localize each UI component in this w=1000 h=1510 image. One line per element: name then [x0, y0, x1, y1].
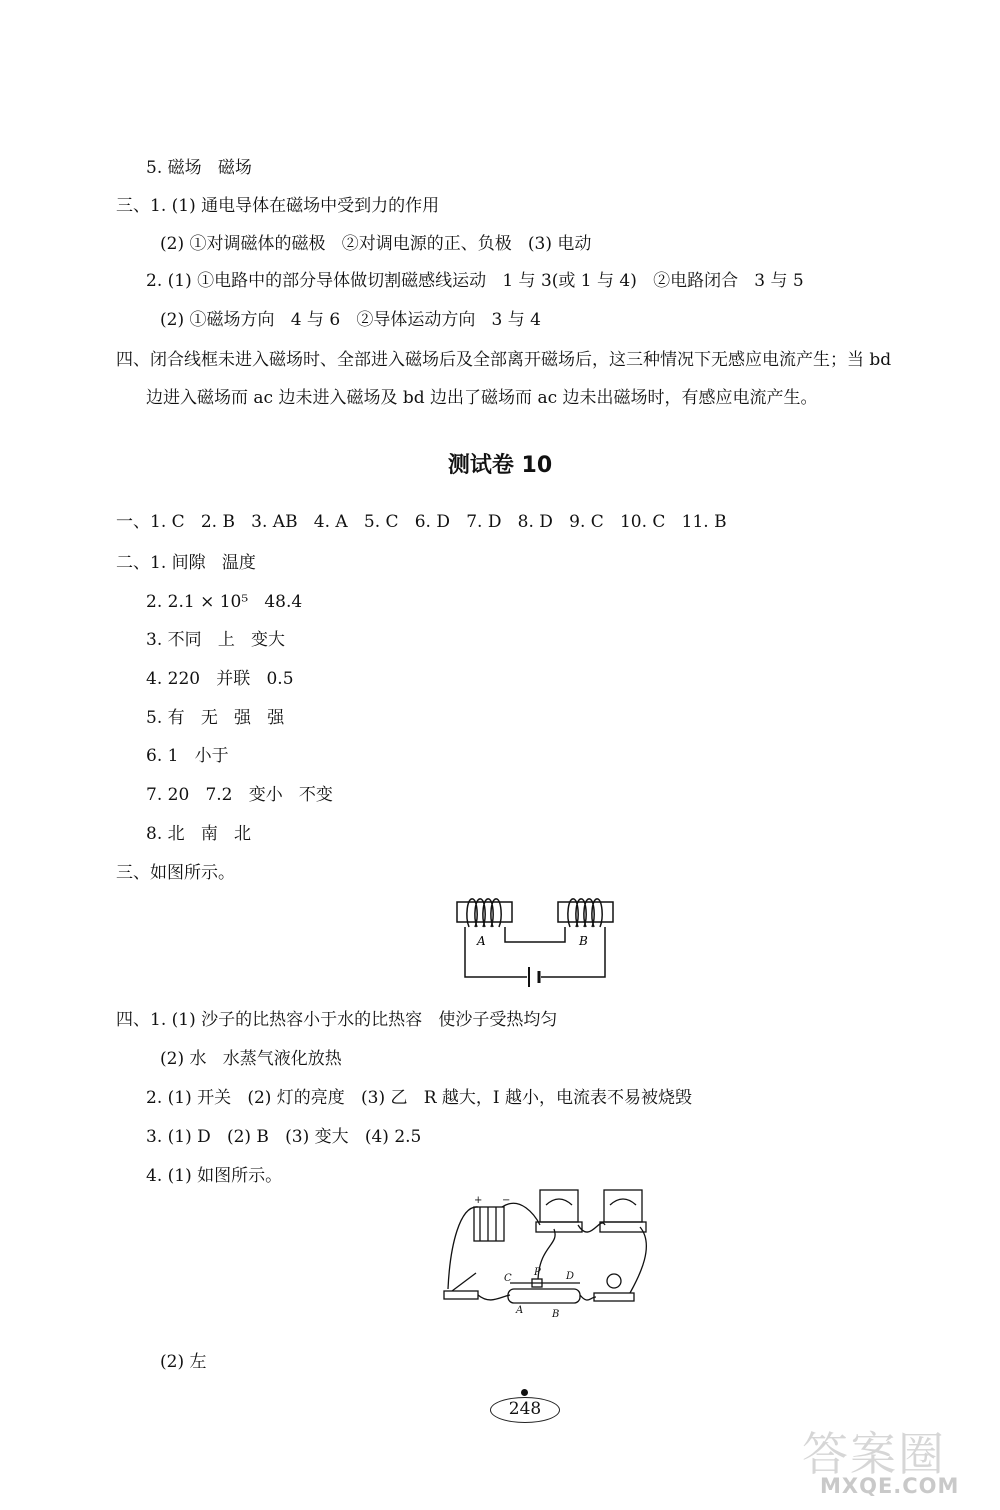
answer-line: 三、1. (1) 通电导体在磁场中受到力的作用 — [116, 196, 440, 216]
answer-line: 四、1. (1) 沙子的比热容小于水的比热容 使沙子受热均匀 — [116, 1010, 558, 1030]
watermark-text: MXQE.COM — [820, 1474, 960, 1498]
answer-line: (2) ①磁场方向 4 与 6 ②导体运动方向 3 与 4 — [160, 310, 541, 330]
figure-label-p: P — [534, 1267, 541, 1278]
figure-label-b: B — [579, 934, 588, 948]
answer-line: 3. 不同 上 变大 — [146, 630, 286, 650]
figure-label-a: A — [477, 934, 486, 948]
figure-label-minus: − — [502, 1195, 511, 1206]
page-number-dot — [521, 1389, 528, 1396]
answer-line: 4. 220 并联 0.5 — [146, 669, 294, 689]
watermark — [802, 1418, 992, 1502]
answer-line: 三、如图所示。 — [116, 863, 235, 883]
section-title: 测试卷 10 — [447, 453, 553, 478]
answer-line: 2. 2.1 × 10⁵ 48.4 — [146, 592, 303, 612]
figure-label-d: D — [566, 1271, 575, 1282]
figure-label-plus: + — [474, 1195, 483, 1206]
answer-line: 7. 20 7.2 变小 不变 — [146, 785, 333, 805]
answer-line: 边进入磁场而 ac 边未进入磁场及 bd 边出了磁场而 ac 边未出磁场时，有感应电流产生。 — [146, 388, 818, 408]
answer-line: 二、1. 间隙 温度 — [116, 553, 256, 573]
electromagnet-circuit-figure — [455, 897, 655, 987]
answer-line: 2. (1) ①电路中的部分导体做切割磁感线运动 1 与 3(或 1 与 4) ②电路闭合 3 与 5 — [146, 271, 804, 291]
answer-line: 一、1. C 2. B 3. AB 4. A 5. C 6. D 7. D 8. D 9. C 10. C 11. B — [116, 512, 727, 532]
answer-line: 5. 有 无 强 强 — [146, 708, 285, 728]
answer-line: 5. 磁场 磁场 — [146, 158, 252, 178]
figure-label-c: C — [504, 1273, 512, 1284]
answer-line: 4. (1) 如图所示。 — [146, 1166, 283, 1186]
answer-line: 3. (1) D (2) B (3) 变大 (4) 2.5 — [146, 1127, 422, 1147]
answer-line: (2) ①对调磁体的磁极 ②对调电源的正、负极 (3) 电动 — [160, 234, 592, 254]
answer-line: 6. 1 小于 — [146, 746, 229, 766]
answer-line: (2) 左 — [160, 1352, 207, 1372]
answer-line: 2. (1) 开关 (2) 灯的亮度 (3) 乙 R 越大，I 越小，电流表不易被烧毁 — [146, 1088, 693, 1108]
figure-label-b: B — [552, 1309, 560, 1320]
answer-line: 8. 北 南 北 — [146, 824, 252, 844]
figure-label-a: A — [516, 1305, 524, 1316]
page-number-text: 248 — [508, 1399, 542, 1419]
answer-line: (2) 水 水蒸气液化放热 — [160, 1049, 342, 1069]
apparatus-circuit-figure — [440, 1185, 660, 1325]
page-number — [490, 1397, 560, 1417]
watermark-logo: 答案圈 — [802, 1427, 946, 1481]
answer-line: 四、闭合线框未进入磁场时、全部进入磁场后及全部离开磁场后，这三种情况下无感应电流产生；当 bd — [116, 350, 892, 370]
